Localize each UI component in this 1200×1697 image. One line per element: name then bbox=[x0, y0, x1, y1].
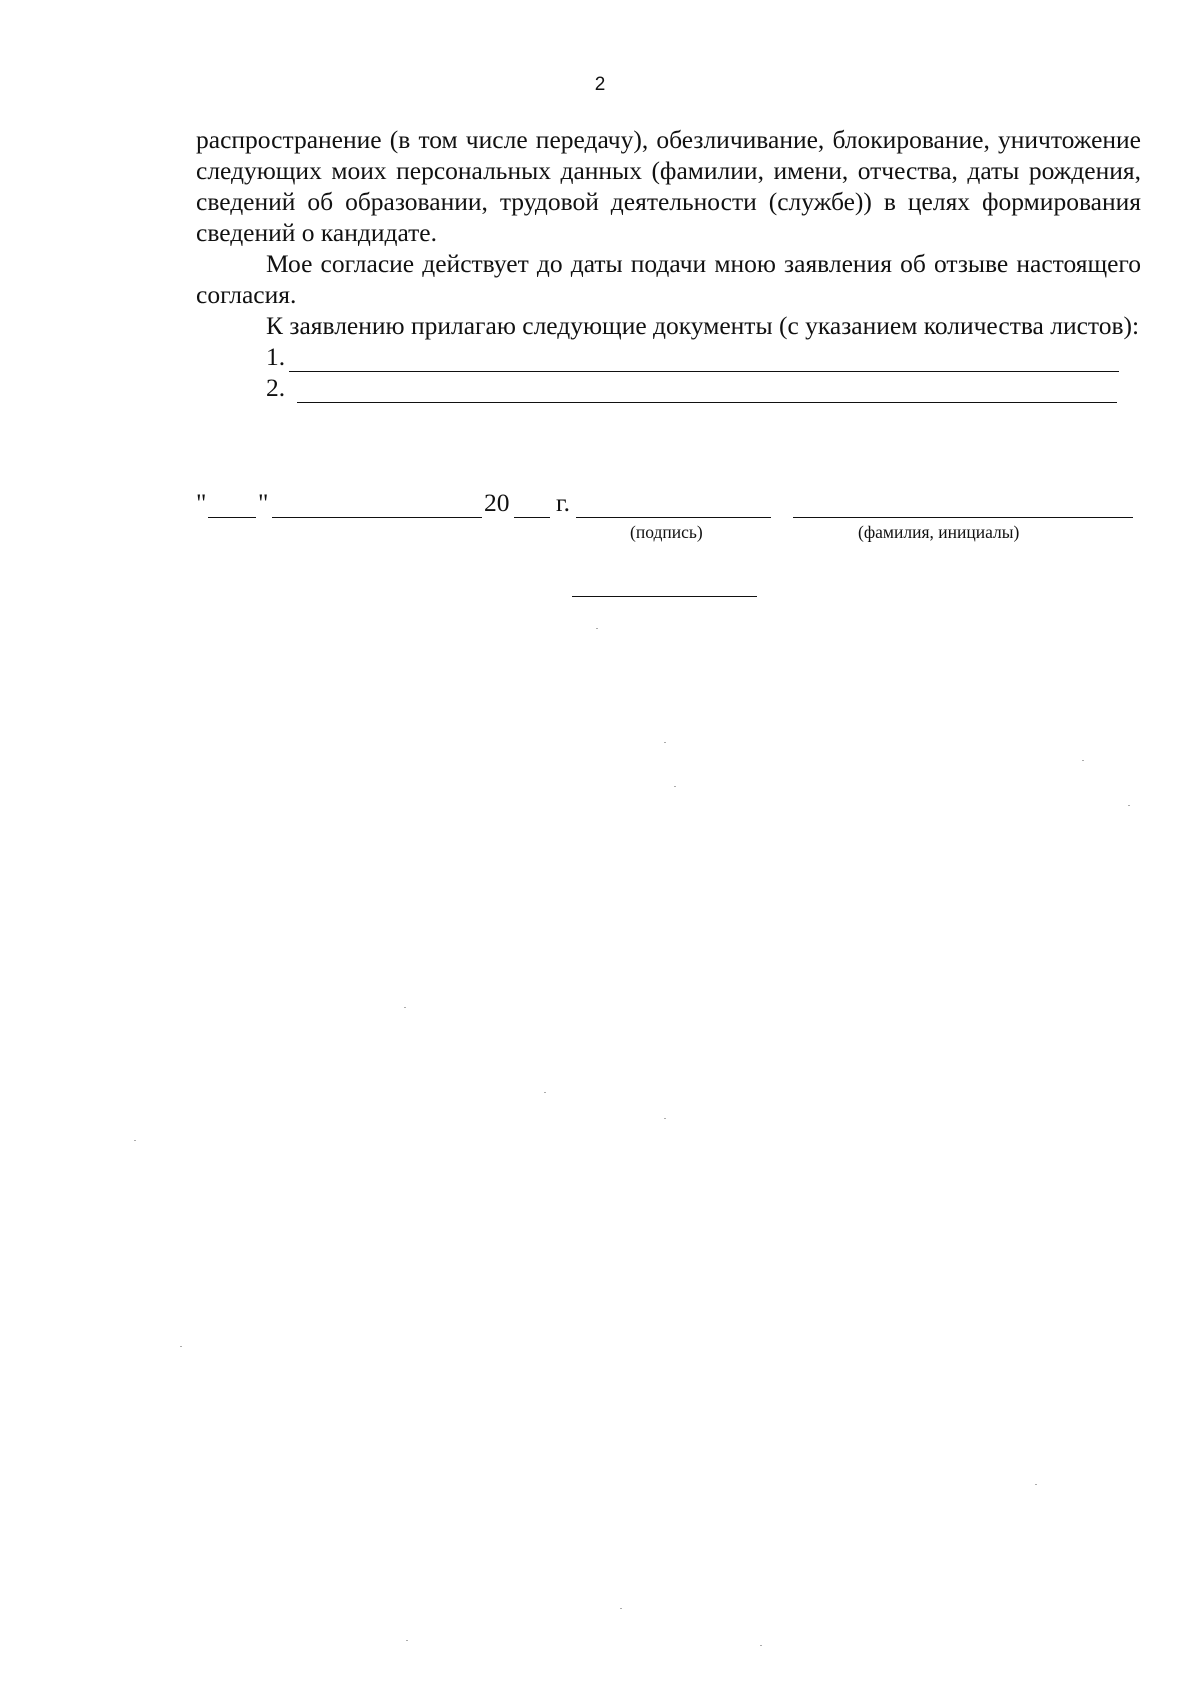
list-item bbox=[266, 341, 1141, 372]
scan-speck bbox=[404, 1007, 406, 1008]
scan-speck bbox=[664, 742, 666, 743]
paragraph-consent-actions: распространение (в том числе передачу), обезличивание, блокирование, уничтожение следующих моих персональных данных (фамилии, имени, отчества, даты рождения, сведений об образовании, трудовой деятельности (службе)) в целях формирования сведений о кандидате. bbox=[196, 125, 1141, 247]
paragraph-attachments-intro: К заявлению прилагаю следующие документы (с указанием количества листов): bbox=[266, 311, 1140, 340]
year-blank-line bbox=[514, 517, 550, 518]
name-blank-line bbox=[793, 517, 1133, 518]
scan-speck bbox=[406, 1640, 408, 1641]
attachment-blank-line bbox=[297, 378, 1117, 403]
scan-speck bbox=[180, 1346, 182, 1347]
year-prefix: 20 bbox=[484, 488, 510, 517]
quote-open: " bbox=[196, 488, 207, 517]
attachment-number: 2. bbox=[266, 373, 286, 402]
paragraph-consent-validity: Мое согласие действует до даты подачи мною заявления об отзыве настоящего согласия. bbox=[196, 249, 1141, 309]
month-blank-line bbox=[272, 517, 482, 518]
quote-close: " bbox=[258, 488, 269, 517]
attachments-list bbox=[196, 341, 1141, 403]
attachment-number: 1. bbox=[266, 342, 286, 371]
scan-speck bbox=[134, 1140, 136, 1141]
scan-speck bbox=[674, 786, 676, 787]
scan-speck bbox=[596, 628, 598, 629]
scan-speck bbox=[664, 1118, 666, 1119]
attachment-blank-line bbox=[289, 347, 1119, 372]
name-caption: (фамилия, инициалы) bbox=[858, 522, 1020, 542]
signature-row bbox=[196, 488, 1146, 522]
page-number: 2 bbox=[594, 74, 606, 95]
document-body bbox=[196, 124, 1141, 403]
scan-speck bbox=[760, 1645, 762, 1646]
list-item bbox=[266, 372, 1141, 403]
scan-speck bbox=[1035, 1484, 1037, 1485]
scan-speck bbox=[1128, 805, 1130, 806]
day-blank-line bbox=[208, 517, 256, 518]
scan-speck bbox=[544, 1092, 546, 1093]
end-of-document-rule bbox=[572, 596, 757, 597]
signature-caption: (подпись) bbox=[630, 522, 703, 542]
scan-speck bbox=[620, 1608, 622, 1609]
scan-speck bbox=[1082, 760, 1084, 761]
signature-blank-line bbox=[576, 517, 771, 518]
year-suffix: г. bbox=[556, 488, 570, 517]
